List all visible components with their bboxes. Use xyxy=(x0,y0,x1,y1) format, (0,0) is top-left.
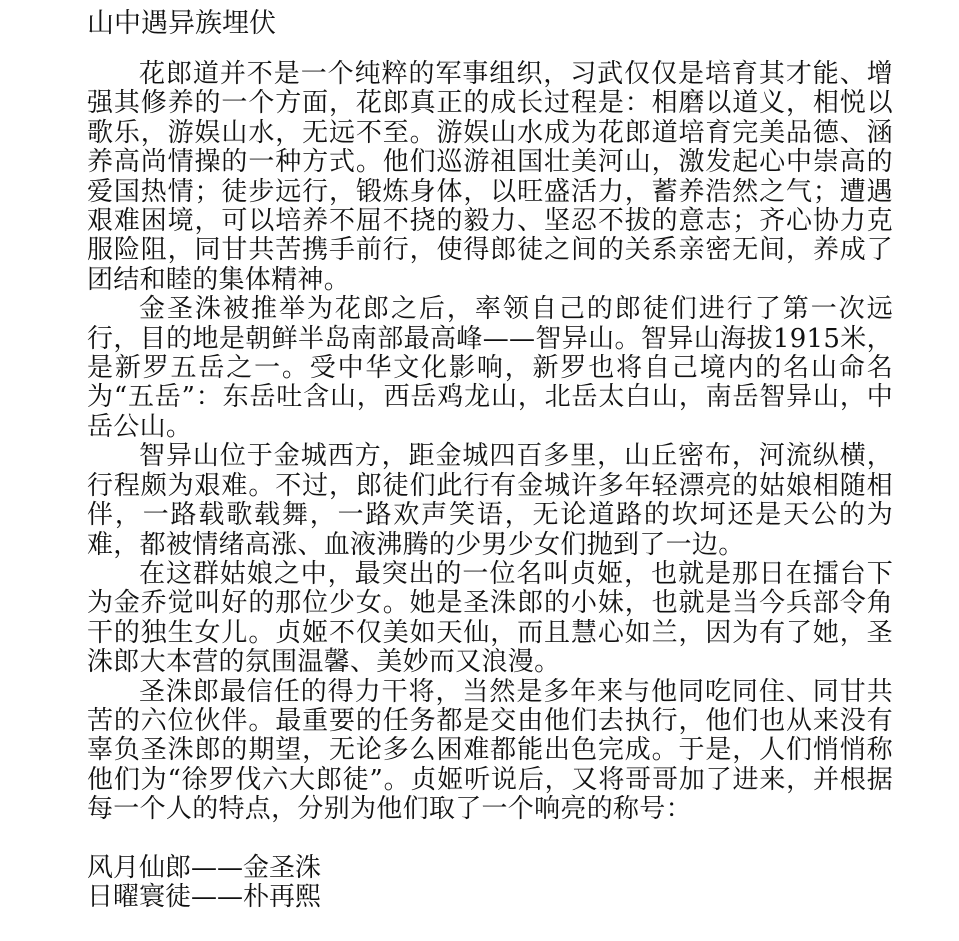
list-spacer xyxy=(87,825,893,854)
paragraph-5: 圣洙郎最信任的得力干将，当然是多年来与他同吃同住、同甘共苦的六位伙伴。最重要的任务都是交由他们去执行，他们也从来没有辜负圣洙郎的期望，无论多么困难都能出色完成。于是，人们悄悄称他们为“徐罗伐六大郎徒”。贞姬听说后，又将哥哥加了进来，并根据每一个人的特点，分别为他们取了一个响亮的称号： xyxy=(87,676,893,825)
nickname-line: 风月仙郎——金圣洙 xyxy=(87,852,322,883)
paragraph-4: 在这群姑娘之中，最突出的一位名叫贞姬，也就是那日在擂台下为金乔觉叫好的那位少女。她是圣洙郎的小妹，也就是当今兵部令角干的独生女儿。贞姬不仅美如天仙，而且慧心如兰，因为有了她，圣洙郎大本营的氛围温馨、美妙而又浪漫。 xyxy=(87,558,893,678)
paragraph-3: 智异山位于金城西方，距金城四百多里，山丘密布，河流纵横，行程颇为艰难。不过，郎徒们此行有金城许多年轻漂亮的姑娘相随相伴，一路载歌载舞，一路欢声笑语，无论道路的坎坷还是天公的为难，都被情绪高涨、血液沸腾的少男少女们抛到了一边。 xyxy=(87,441,893,560)
chapter-title: 山中遇异族埋伏 xyxy=(87,8,276,39)
nickname-list xyxy=(87,854,893,913)
paragraph-2: 金圣洙被推举为花郎之后，率领自己的郎徒们进行了第一次远行，目的地是朝鲜半岛南部最高峰——智异山。智异山海拔1915米，是新罗五岳之一。受中华文化影响，新罗也将自己境内的名山命名为“五岳”：东岳吐含山，西岳鸡龙山，北岳太白山，南岳智异山，中岳公山。 xyxy=(87,294,893,442)
nickname-line: 日曜寰徒——朴再熙 xyxy=(87,881,322,912)
body-text xyxy=(87,60,893,912)
paragraph-1: 花郎道并不是一个纯粹的军事组织，习武仅仅是培育其才能、增强其修养的一个方面，花郎真正的成长过程是：相磨以道义，相悦以歌乐，游娱山水，无远不至。游娱山水成为花郎道培育完美品德、涵养高尚情操的一种方式。他们巡游祖国壮美河山，激发起心中崇高的爱国热情；徒步远行，锻炼身体，以旺盛活力，蓄养浩然之气；遭遇艰难困境，可以培养不屈不挠的毅力、坚忍不拔的意志；齐心协力克服险阻，同甘共苦携手前行，使得郎徒之间的关系亲密无间，养成了团结和睦的集体精神。 xyxy=(87,59,893,295)
